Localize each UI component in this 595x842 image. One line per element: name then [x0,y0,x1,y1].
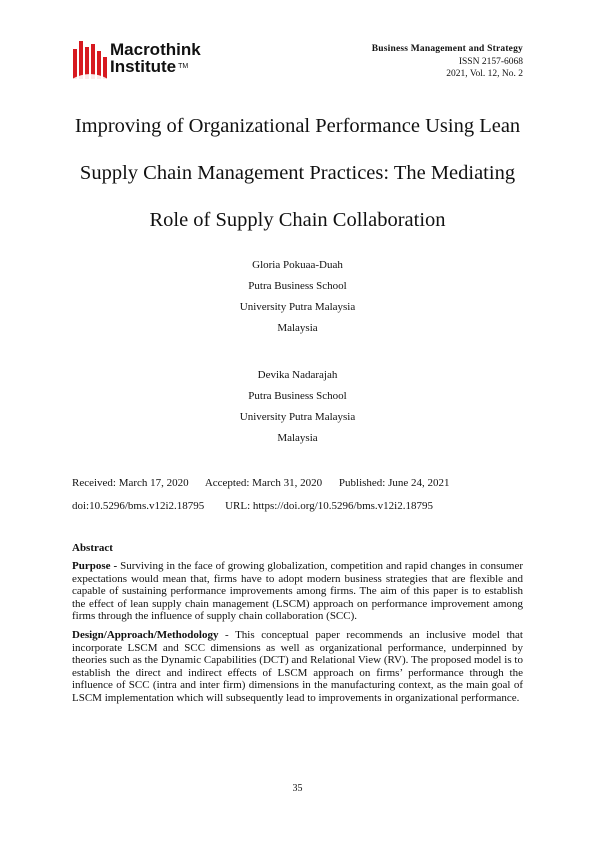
publisher-name [110,41,201,75]
author-country: Malaysia [277,432,318,444]
logo-line-1: Macrothink [110,40,201,59]
journal-name: Business Management and Strategy [371,44,523,54]
abstract-heading: Abstract [72,542,113,554]
received-date: Received: March 17, 2020 [72,477,189,489]
purpose-label: Purpose - [72,560,118,572]
author-block-1 [0,255,595,339]
page-number: 35 [292,783,303,794]
logo-line-2: Institute [110,57,177,76]
purpose-text: Surviving in the face of growing globalization, competition and rapid changes in consumer expectations would mean that, firms have to adopt modern business strategies that are flexible and capable of sustaining performance improvements among firms. The aim of this paper is to establish the effect of lean supply chain management (LSCM) approach on performance improvement among firms through the influence of supply chain collaboration (SCC). [72,560,523,623]
publisher-logo [72,41,242,81]
abstract-design [72,629,523,705]
journal-info [372,43,523,81]
abstract-purpose [72,560,523,623]
publication-dates [72,476,464,490]
title-line-2: Supply Chain Management Practices: The Mediating [79,162,516,184]
title-line-1: Improving of Organizational Performance Using Lean [74,115,521,137]
title-line-3: Role of Supply Chain Collaboration [149,209,446,231]
journal-issn: ISSN 2157-6068 [458,56,523,67]
published-date: Published: June 24, 2021 [338,477,450,489]
logo-trademark: TM [178,63,189,70]
author-block-2 [0,365,595,449]
design-label: Design/Approach/Methodology [72,628,219,641]
author-name: Devika Nadarajah [257,369,338,381]
author-university: University Putra Malaysia [239,411,356,423]
abstract-section [72,542,523,711]
author-school: Putra Business School [248,280,347,292]
author-school: Putra Business School [248,390,347,402]
accepted-date: Accepted: March 31, 2020 [204,477,323,489]
doi-text: doi:10.5296/bms.v12i2.18795 [72,500,205,512]
author-name: Gloria Pokuaa-Duah [252,259,343,271]
macrothink-logo-icon [72,41,108,79]
doi-line [72,499,451,513]
author-country: Malaysia [277,322,318,334]
journal-volume: 2021, Vol. 12, No. 2 [446,69,523,79]
paper-title [60,103,535,244]
doi-url-link[interactable]: URL: https://doi.org/10.5296/bms.v12i2.18795 [225,500,433,512]
author-university: University Putra Malaysia [239,301,356,313]
design-text: - This conceptual paper recommends an inclusive model that incorporate LSCM and SCC dimensions as well as organizational performance, underpinned by theories such as the Dynamic Capabilities (DCT) and Relational View (RV). The proposed model is to establish the direct and indirect effects of LSCM approach on firms’ performance through the influence of SCC (intra and inter firm) dimensions in the manufacturing context, as the main goal of LSCM implementation which will subsequently lead to improvements in organizational performance. [72,628,523,704]
